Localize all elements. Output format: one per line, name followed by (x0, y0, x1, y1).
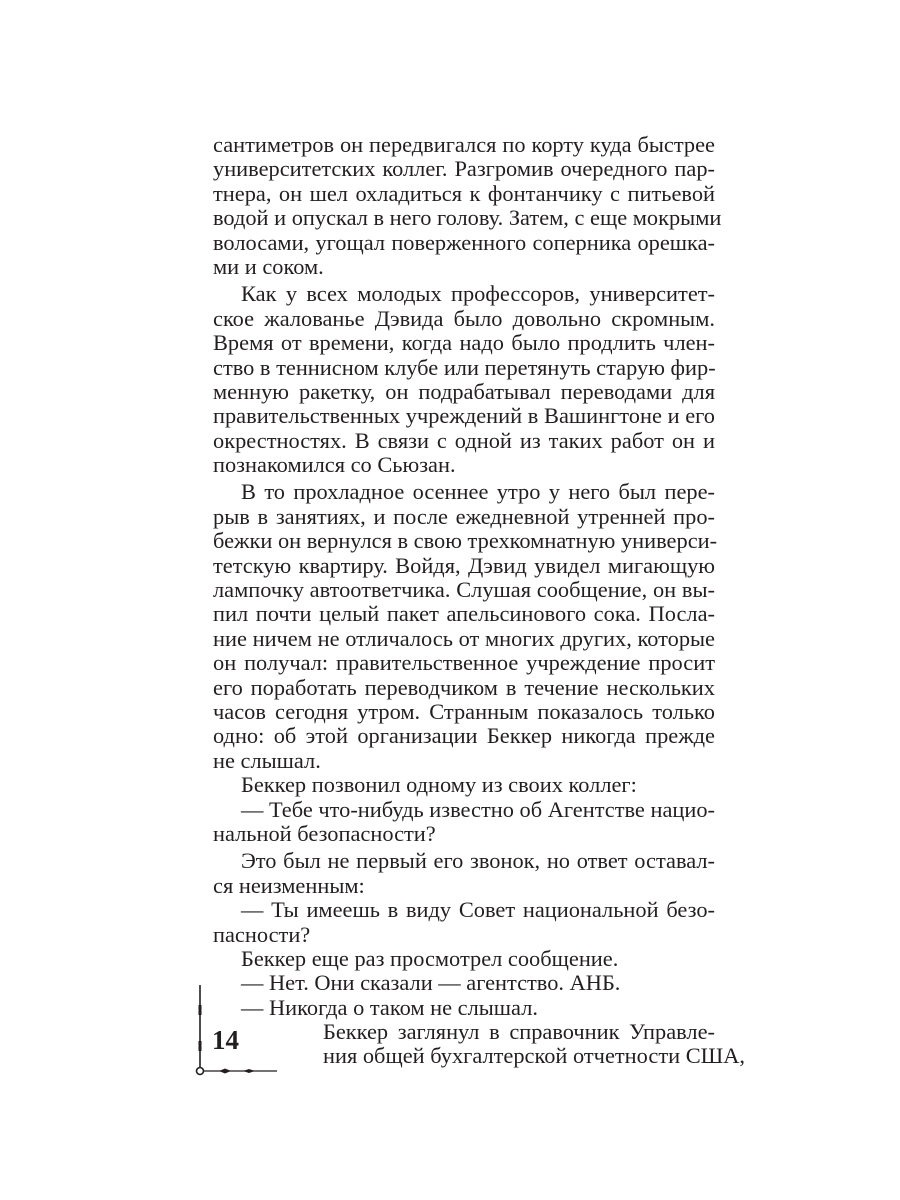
text-line: рыв в занятиях, и после ежедневной утренней про- (213, 503, 715, 529)
text-line: он получал: правительственное учреждение просит (213, 650, 715, 676)
text-line: Беккер заглянул в справочник Управле- (323, 1019, 715, 1045)
text-line: его поработать переводчиком в течение нескольких (213, 674, 715, 700)
text-line: сантиметров он передвигался по корту куда быстрее (213, 132, 715, 157)
text-line: окрестностях. В связи с одной из таких работ он и (213, 427, 715, 453)
text-line: бежки он вернулся в свою трехкомнатную универси- (213, 528, 718, 554)
text-line: познакомился со Сьюзан. (213, 452, 456, 478)
text-line: менную ракетку, он подрабатывал переводами для (213, 378, 715, 404)
text-line: В то прохладное осеннее утро у него был пере- (241, 479, 715, 505)
text-line: волосами, угощал поверженного соперника орешка- (213, 229, 715, 255)
text-line: тнера, он шел охладиться к фонтанчику с питьевой (213, 180, 715, 206)
text-line: ство в теннисном клубе или перетянуть старую фир- (213, 354, 716, 380)
text-line: водой и опускал в него голову. Затем, с еще мокрыми (213, 205, 722, 231)
text-line: — Ты имеешь в виду Совет национальной безо- (241, 897, 715, 923)
text-line: — Нет. Они сказали — агентство. АНБ. (241, 970, 621, 996)
text-line: ское жалованье Дэвида было довольно скромным. (213, 305, 715, 331)
text-line: пил почти целый пакет апельсинового сока. Посла- (213, 601, 715, 627)
text-line: — Тебе что-нибудь известно об Агентстве нацио- (241, 796, 715, 822)
text-line: одно: об этой организации Беккер никогда прежде (213, 723, 715, 749)
text-line: ние ничем не отличалось от многих других, которые (213, 625, 715, 651)
text-line: ся неизменным: (213, 872, 365, 898)
text-line: лампочку автоответчика. Слушая сообщение, он вы- (213, 577, 715, 603)
text-line: университетских коллег. Разгромив очередного пар- (213, 156, 715, 182)
text-line: Это был не первый его звонок, но ответ оставал- (241, 848, 715, 874)
text-line: Время от времени, когда надо было продлить член- (213, 330, 715, 356)
text-line: тетскую квартиру. Войдя, Дэвид увидел мигающую (213, 552, 715, 578)
text-line: не слышал. (213, 747, 321, 773)
text-line: ми и соком. (213, 253, 324, 279)
body-text (213, 132, 745, 1069)
text-line: Как у всех молодых профессоров, университет- (241, 281, 715, 307)
text-line: Беккер позвонил одному из своих коллег: (241, 772, 637, 798)
text-line: — Никогда о таком не слышал. (241, 994, 538, 1020)
text-line: правительственных учреждений в Вашингтоне и его (213, 403, 715, 429)
text-line: часов сегодня утром. Странным показалось только (213, 698, 715, 724)
text-line: Беккер еще раз просмотрел сообщение. (241, 945, 619, 971)
text-line: нальной безопасности? (213, 820, 436, 846)
page-number: 14 (212, 1025, 239, 1055)
text-line: ния общей бухгалтерской отчетности США, (323, 1043, 745, 1069)
text-line: пасности? (213, 921, 311, 947)
